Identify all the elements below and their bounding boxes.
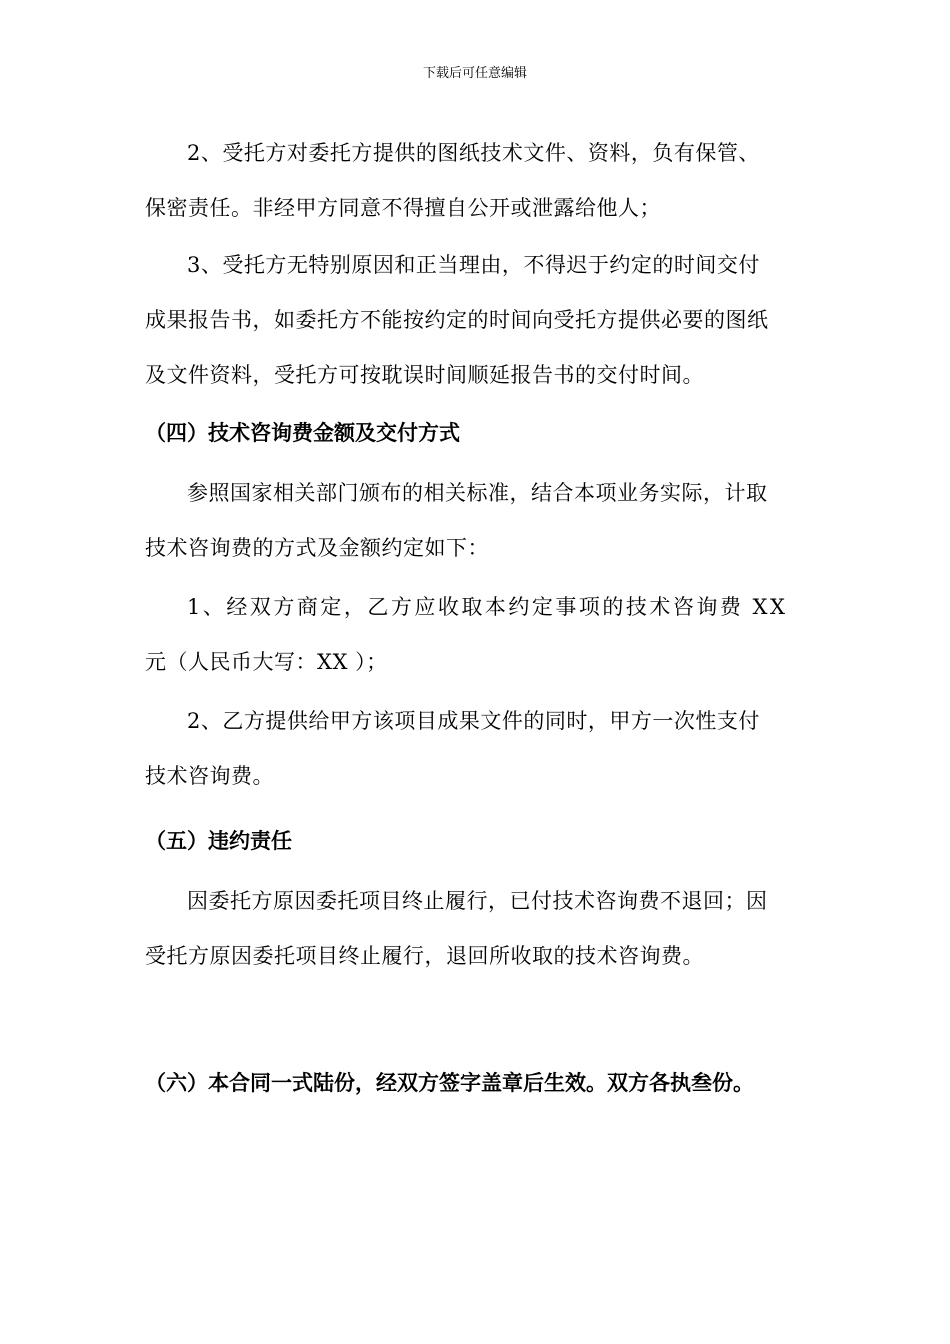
paragraph-fee-amount <box>145 580 807 690</box>
paragraph-line: 元（人民币大写：XX ）； <box>145 650 388 674</box>
paragraph-fee-basis <box>145 466 807 576</box>
section-heading-fee: （四）技术咨询费金额及交付方式 <box>145 421 460 445</box>
paragraph-line: 受托方原因委托项目终止履行，退回所收取的技术咨询费。 <box>145 944 704 968</box>
paragraph-line: 因委托方原因委托项目终止履行，已付技术咨询费不退回；因 <box>187 889 768 913</box>
paragraph-line: 及文件资料，受托方可按耽误时间顺延报告书的交付时间。 <box>145 363 704 387</box>
section-heading-copies: （六）本合同一式陆份，经双方签字盖章后生效。双方各执叁份。 <box>145 1071 754 1095</box>
paragraph-line: 1、经双方商定，乙方应收取本约定事项的技术咨询费 XX <box>187 595 788 619</box>
paragraph-fee-payment <box>145 694 807 804</box>
paragraph-line: 参照国家相关部门颁布的相关标准，结合本项业务实际，计取 <box>187 481 768 505</box>
paragraph-line: 技术咨询费的方式及金额约定如下： <box>145 536 489 560</box>
section-heading-liability: （五）违约责任 <box>145 829 292 853</box>
paragraph-line: 技术咨询费。 <box>145 764 274 788</box>
paragraph-confidentiality <box>145 126 807 236</box>
paragraph-delivery-time <box>145 238 807 403</box>
paragraph-line: 3、受托方无特别原因和正当理由，不得迟于约定的时间交付 <box>187 253 760 277</box>
paragraph-line: 成果报告书，如委托方不能按约定的时间向受托方提供必要的图纸 <box>145 308 769 332</box>
paragraph-line: 保密责任。非经甲方同意不得擅自公开或泄露给他人； <box>145 196 661 220</box>
page-header: 下载后可任意编辑 <box>422 66 527 81</box>
paragraph-line: 2、受托方对委托方提供的图纸技术文件、资料，负有保管、 <box>187 141 760 165</box>
paragraph-liability <box>145 874 807 984</box>
paragraph-line: 2、乙方提供给甲方该项目成果文件的同时，甲方一次性支付 <box>187 709 760 733</box>
